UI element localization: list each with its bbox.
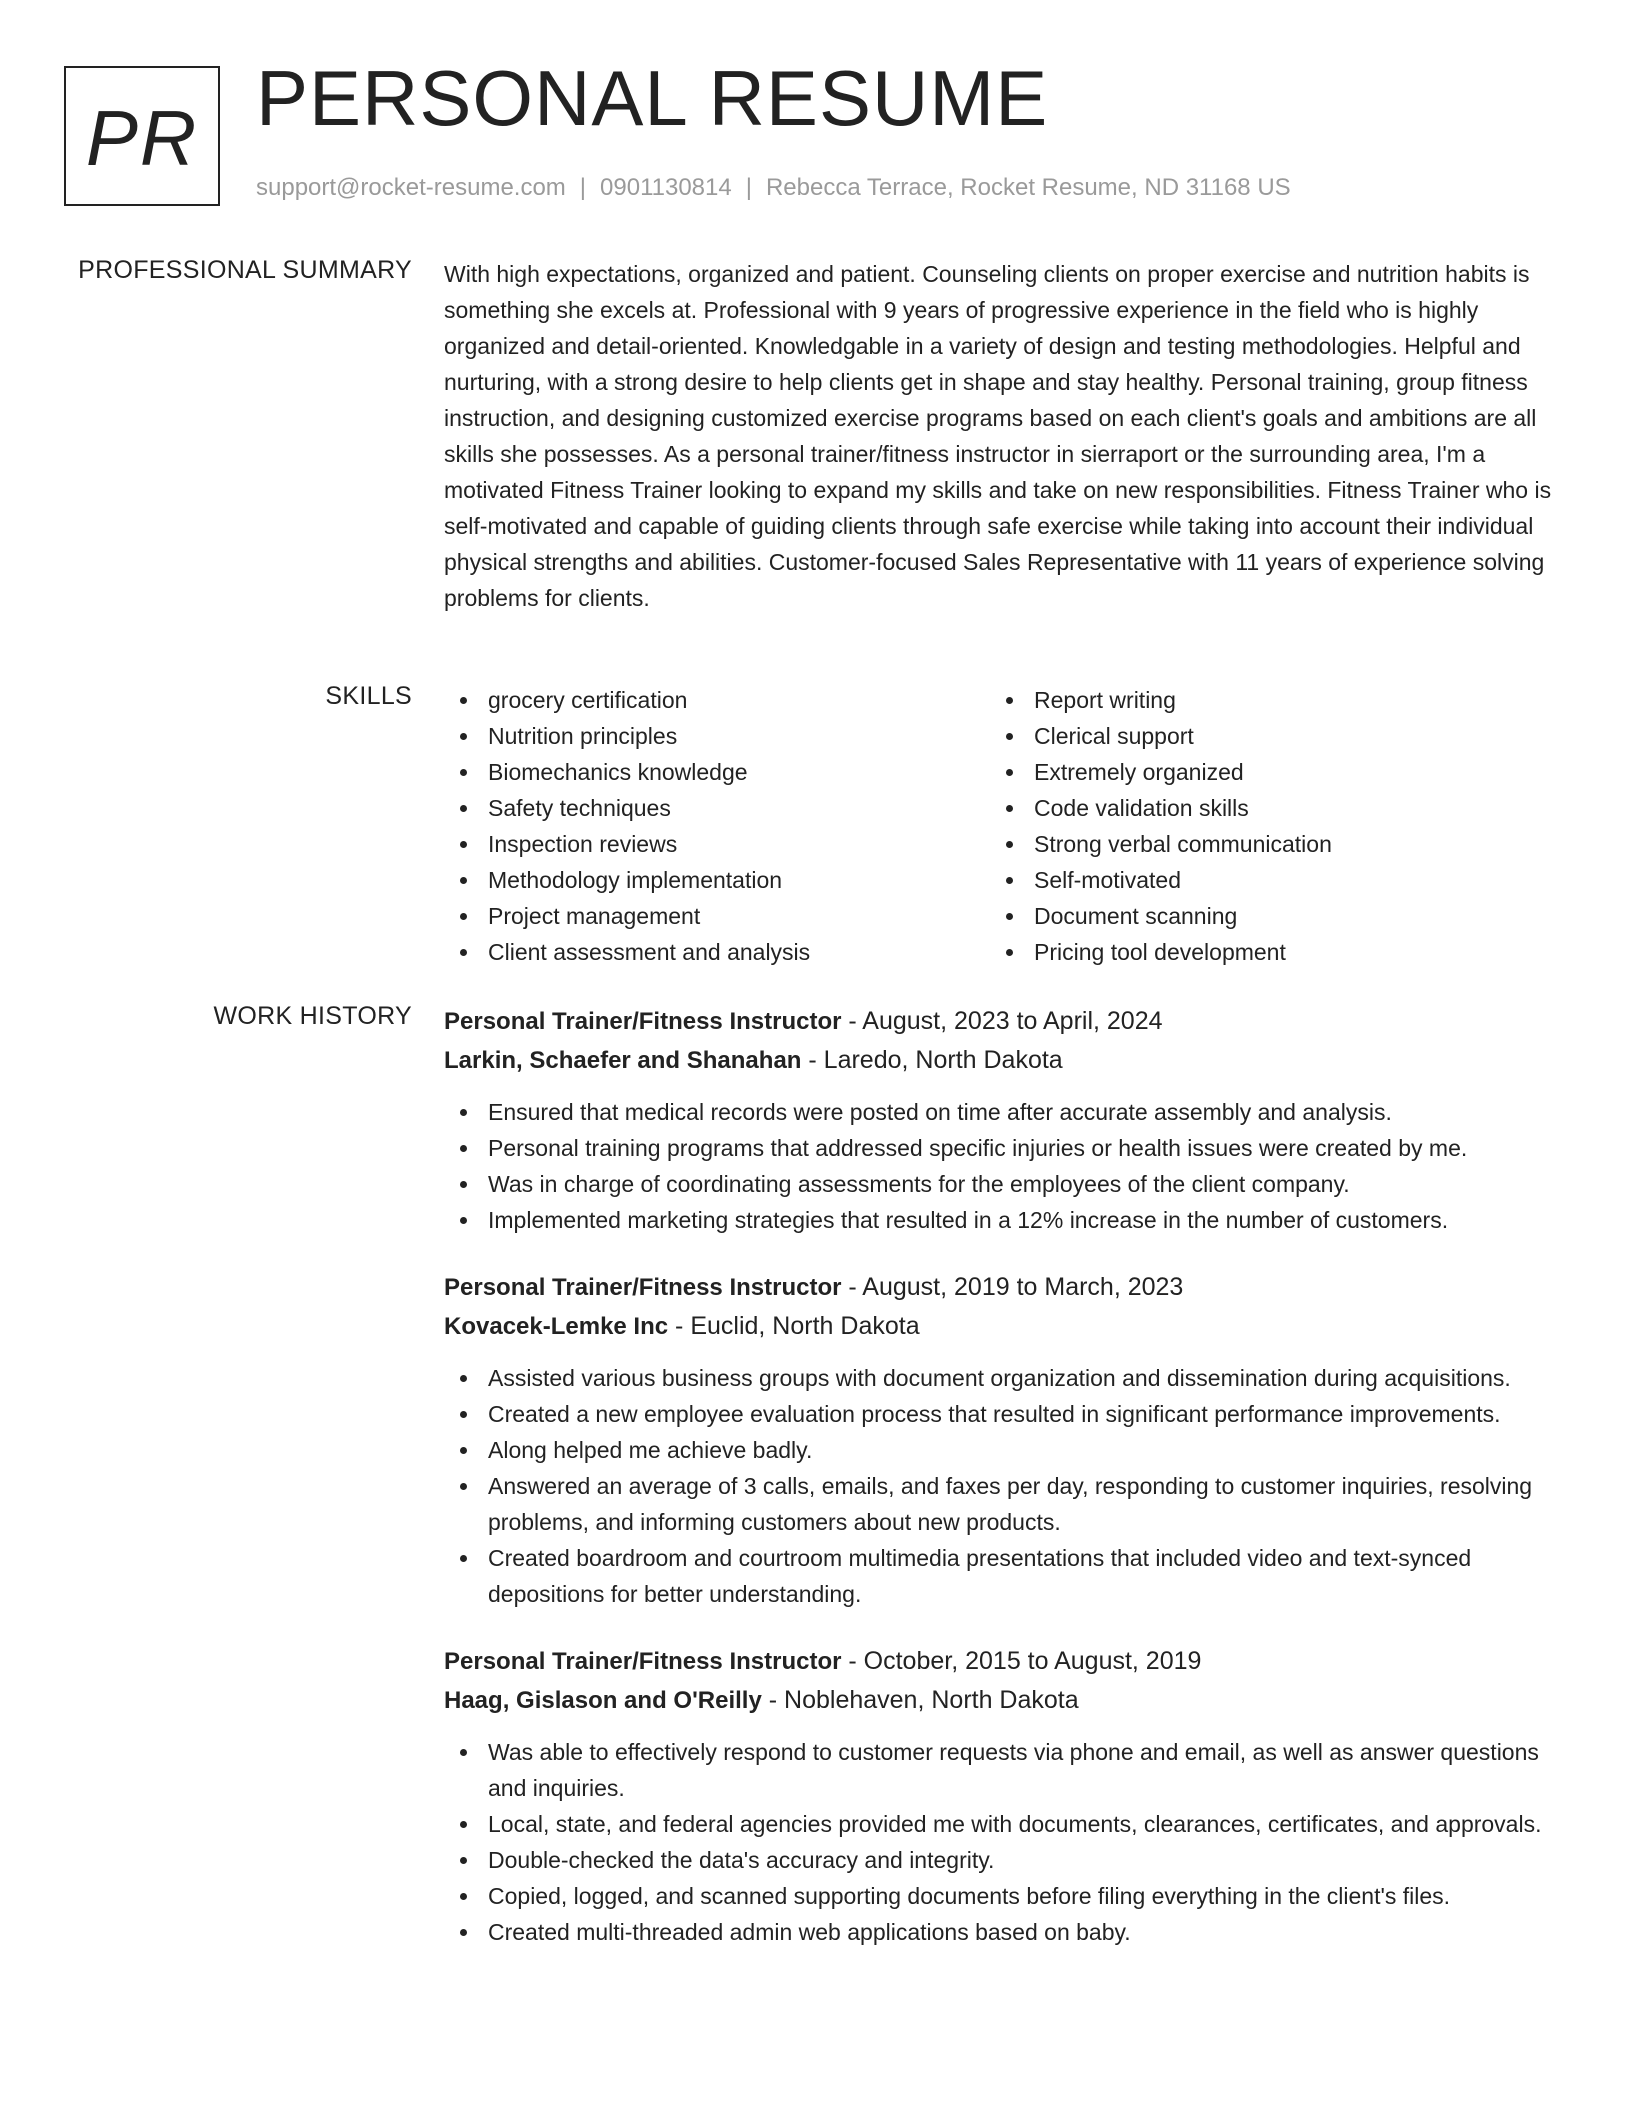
work-history-label: WORK HISTORY: [213, 1002, 412, 1030]
job-bullet: Created a new employee evaluation process that resulted in significant performance improvements.: [444, 1396, 1556, 1432]
job-title-line: [444, 1268, 1556, 1307]
job-title-line: [444, 1002, 1556, 1041]
job-company: Larkin, Schaefer and Shanahan: [444, 1047, 802, 1074]
job-entry: [444, 1002, 1556, 1238]
job-entry: [444, 1268, 1556, 1612]
job-bullet: Personal training programs that addressed specific injuries or health issues were created by me.: [444, 1130, 1556, 1166]
job-company-line: [444, 1307, 1556, 1346]
job-bullets: [444, 1734, 1556, 1950]
job-company-line: [444, 1681, 1556, 1720]
job-title: Personal Trainer/Fitness Instructor: [444, 1008, 842, 1035]
skill-item: Report writing: [990, 682, 1536, 718]
job-title: Personal Trainer/Fitness Instructor: [444, 1274, 842, 1301]
job-dates: - October, 2015 to August, 2019: [841, 1647, 1202, 1675]
skill-item: Clerical support: [990, 718, 1536, 754]
skills-list-right: [990, 682, 1536, 970]
job-location: - Laredo, North Dakota: [801, 1046, 1063, 1074]
contact-email: support@rocket-resume.com: [256, 174, 566, 201]
job-bullet: Along helped me achieve badly.: [444, 1432, 1556, 1468]
job-bullet: Created multi-threaded admin web applications based on baby.: [444, 1914, 1556, 1950]
job-bullet: Implemented marketing strategies that resulted in a 12% increase in the number of customers.: [444, 1202, 1556, 1238]
job-title-line: [444, 1642, 1556, 1681]
job-location: - Euclid, North Dakota: [668, 1312, 920, 1340]
contact-address: Rebecca Terrace, Rocket Resume, ND 31168 US: [765, 174, 1291, 201]
job-dates: - August, 2023 to April, 2024: [841, 1007, 1163, 1035]
skills-body: [444, 682, 1556, 970]
skill-item: Self-motivated: [990, 862, 1536, 898]
skill-item: Nutrition principles: [444, 718, 990, 754]
contact-phone: 0901130814: [600, 174, 732, 201]
skill-item: Safety techniques: [444, 790, 990, 826]
job-bullet: Answered an average of 3 calls, emails, and faxes per day, responding to customer inquiries, resolving problems, and informing customers about new products.: [444, 1468, 1556, 1540]
work-history-body: [444, 1002, 1556, 1980]
job-bullet: Local, state, and federal agencies provided me with documents, clearances, certificates, and approvals.: [444, 1806, 1556, 1842]
monogram-text: PR: [85, 94, 199, 182]
job-bullet: Created boardroom and courtroom multimedia presentations that included video and text-synced depositions for better understanding.: [444, 1540, 1556, 1612]
skill-item: Pricing tool development: [990, 934, 1536, 970]
job-bullet: Was in charge of coordinating assessments for the employees of the client company.: [444, 1166, 1556, 1202]
job-bullet: Assisted various business groups with document organization and dissemination during acquisitions.: [444, 1360, 1556, 1396]
skill-item: Strong verbal communication: [990, 826, 1536, 862]
contact-line: [256, 174, 1291, 202]
monogram-logo: [64, 66, 220, 206]
job-dates: - August, 2019 to March, 2023: [841, 1273, 1184, 1301]
job-bullets: [444, 1094, 1556, 1238]
job-location: - Noblehaven, North Dakota: [761, 1686, 1079, 1714]
skill-item: Code validation skills: [990, 790, 1536, 826]
skills-label: SKILLS: [325, 682, 412, 710]
contact-separator: |: [579, 174, 587, 201]
skill-item: Inspection reviews: [444, 826, 990, 862]
skill-item: Document scanning: [990, 898, 1536, 934]
job-company: Kovacek-Lemke Inc: [444, 1313, 669, 1340]
skill-item: grocery certification: [444, 682, 990, 718]
job-title: Personal Trainer/Fitness Instructor: [444, 1648, 842, 1675]
skill-item: Project management: [444, 898, 990, 934]
job-company-line: [444, 1041, 1556, 1080]
job-entry: [444, 1642, 1556, 1950]
job-bullet: Ensured that medical records were posted on time after accurate assembly and analysis.: [444, 1094, 1556, 1130]
skill-item: Methodology implementation: [444, 862, 990, 898]
job-bullet: Was able to effectively respond to customer requests via phone and email, as well as answer questions and inquiries.: [444, 1734, 1556, 1806]
job-company: Haag, Gislason and O'Reilly: [444, 1687, 762, 1714]
resume-title: PERSONAL RESUME: [256, 54, 1049, 142]
skill-item: Biomechanics knowledge: [444, 754, 990, 790]
summary-text: With high expectations, organized and patient. Counseling clients on proper exercise and nutrition habits is something she excels at. Professional with 9 years of progressive experience in the field who is highly organized and detail-oriented. Knowledgable in a variety of design and testing methodologies. Helpful and nurturing, with a strong desire to help clients get in shape and stay healthy. Personal training, group fitness instruction, and designing customized exercise programs based on each client's goals and ambitions are all skills she possesses. As a personal trainer/fitness instructor in sierraport or the surrounding area, I'm a motivated Fitness Trainer looking to expand my skills and take on new responsibilities. Fitness Trainer who is self-motivated and capable of guiding clients through safe exercise while taking into account their individual physical strengths and abilities. Customer-focused Sales Representative with 11 years of experience solving problems for clients.: [444, 261, 1552, 611]
job-bullet: Double-checked the data's accuracy and integrity.: [444, 1842, 1556, 1878]
job-bullet: Copied, logged, and scanned supporting documents before filing everything in the client's files.: [444, 1878, 1556, 1914]
job-bullets: [444, 1360, 1556, 1612]
summary-body: [444, 256, 1556, 616]
skills-list-left: [444, 682, 990, 970]
contact-separator: |: [745, 174, 752, 201]
skill-item: Extremely organized: [990, 754, 1536, 790]
skill-item: Client assessment and analysis: [444, 934, 990, 970]
summary-label: PROFESSIONAL SUMMARY: [78, 256, 412, 284]
